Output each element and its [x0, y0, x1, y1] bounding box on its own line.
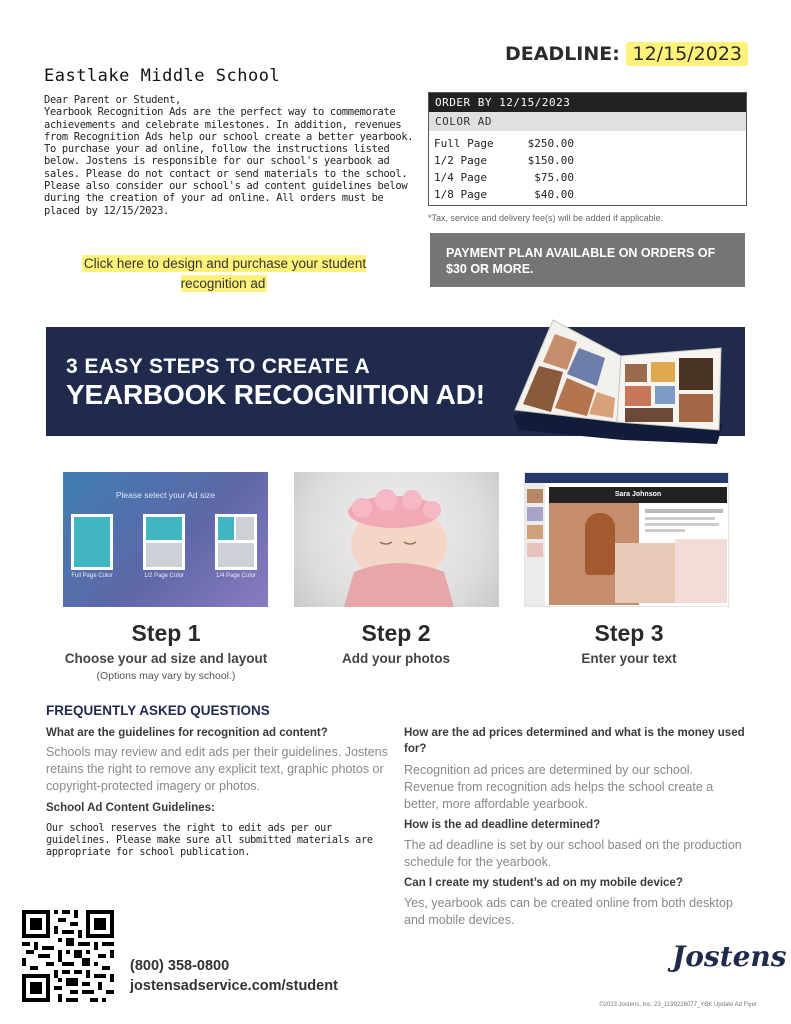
- step2-description: Add your photos: [342, 651, 450, 666]
- copyright-notice: ©2023 Jostens, Inc. 23_1199226077_YBK Update Ad Flyer: [599, 1002, 757, 1008]
- full-page-option: [71, 514, 113, 570]
- faq-question-1: What are the guidelines for recognition ad content?: [46, 727, 328, 739]
- step3-editor-screenshot: [524, 472, 729, 607]
- ad-size-prompt: Please select your Ad size: [115, 490, 216, 500]
- order-subheader: COLOR AD: [429, 112, 746, 131]
- price-label: 1/2 Page: [434, 154, 487, 167]
- deadline: [505, 43, 748, 65]
- faq-answer-4: Yes, yearbook ads can be created online from both desktop and mobile devices.: [404, 896, 733, 927]
- step1-note: (Options may vary by school.): [96, 670, 236, 682]
- step1-title: Step 1: [131, 620, 201, 646]
- faq-question-2: How are the ad prices determined and what is the money used for?: [404, 727, 745, 755]
- guidelines-heading: School Ad Content Guidelines:: [46, 802, 215, 814]
- payment-plan-banner: PAYMENT PLAN AVAILABLE ON ORDERS OF $30 OR MORE.: [430, 233, 745, 287]
- faq-question-3: How is the ad deadline determined?: [404, 819, 601, 831]
- order-header: ORDER BY 12/15/2023: [429, 93, 746, 112]
- full-page-option-label: Full Page Color: [71, 573, 113, 579]
- quarter-page-option: [215, 514, 257, 570]
- ad-preview-title: Sara Johnson: [549, 487, 727, 503]
- faq-answer-1: Schools may review and edit ads per their guidelines. Jostens retains the right to remove any explicit text, graphic photos or copyright-protected imagery or photos.: [46, 745, 388, 793]
- faq-title: FREQUENTLY ASKED QUESTIONS: [46, 703, 270, 718]
- deadline-label: DEADLINE:: [504, 43, 620, 65]
- price-label: 1/4 Page: [434, 171, 487, 184]
- half-page-option-label: 1/2 Page Color: [143, 573, 185, 579]
- deadline-date: 12/15/2023: [626, 42, 748, 66]
- baby-photo-illustration: [294, 472, 499, 607]
- price-label: Full Page: [434, 137, 494, 150]
- step1-image: [63, 472, 268, 607]
- intro-letter: Dear Parent or Student, Yearbook Recognition Ads are the perfect way to commemorate achievements and celebrate milestones. In addition, revenues from Recognition Ads help our school create a better yearbook. To purchase your ad online, follow the instructions listed below. Jostens is responsible for our school's yearbook ad sales. Please do not contact or send materials to the school. Please also consider our school's ad content guidelines below during the creation of your ad online. All orders must be placed by 12/15/2023.: [44, 94, 414, 217]
- qr-code[interactable]: [22, 910, 114, 1002]
- yearbook-illustration: [505, 312, 740, 446]
- price-value: $75.00: [534, 171, 574, 184]
- price-value: $250.00: [527, 137, 574, 150]
- step3-description: Enter your text: [581, 651, 677, 666]
- school-name: Eastlake Middle School: [44, 66, 281, 86]
- step2-baby-photo: [294, 472, 499, 607]
- design-ad-link[interactable]: [58, 254, 390, 294]
- jostens-logo: Jostens: [672, 940, 787, 973]
- faq-answer-2: Recognition ad prices are determined by our school. Revenue from recognition ads helps the school create a better, more affordable yearbook.: [404, 763, 714, 811]
- contact-website-link[interactable]: jostensadservice.com/student: [130, 978, 338, 994]
- fee-disclaimer: *Tax, service and delivery fee(s) will be added if applicable.: [428, 213, 664, 223]
- price-label: 1/8 Page: [434, 188, 487, 201]
- guidelines-text: Our school reserves the right to edit ads per our guidelines. Please make sure all submitted materials are appropriate for school publication.: [46, 823, 373, 858]
- price-value: $150.00: [527, 154, 574, 167]
- contact-phone[interactable]: (800) 358-0800: [130, 958, 230, 974]
- step3-title: Step 3: [594, 620, 664, 646]
- banner-line-1: 3 EASY STEPS TO CREATE A: [66, 355, 371, 378]
- half-page-option: [143, 514, 185, 570]
- order-pricing-box: [428, 92, 747, 206]
- design-ad-link-text[interactable]: Click here to design and purchase your student recognition ad: [83, 256, 367, 291]
- step1-description: Choose your ad size and layout: [64, 651, 268, 666]
- step2-title: Step 2: [361, 620, 431, 646]
- banner-line-2: YEARBOOK RECOGNITION AD!: [66, 379, 485, 410]
- faq-question-4: Can I create my student’s ad on my mobile device?: [404, 877, 683, 889]
- faq-answer-3: The ad deadline is set by our school based on the production schedule for the yearbook.: [404, 838, 742, 869]
- price-value: $40.00: [534, 188, 574, 201]
- quarter-page-option-label: 1/4 Page Color: [215, 573, 257, 579]
